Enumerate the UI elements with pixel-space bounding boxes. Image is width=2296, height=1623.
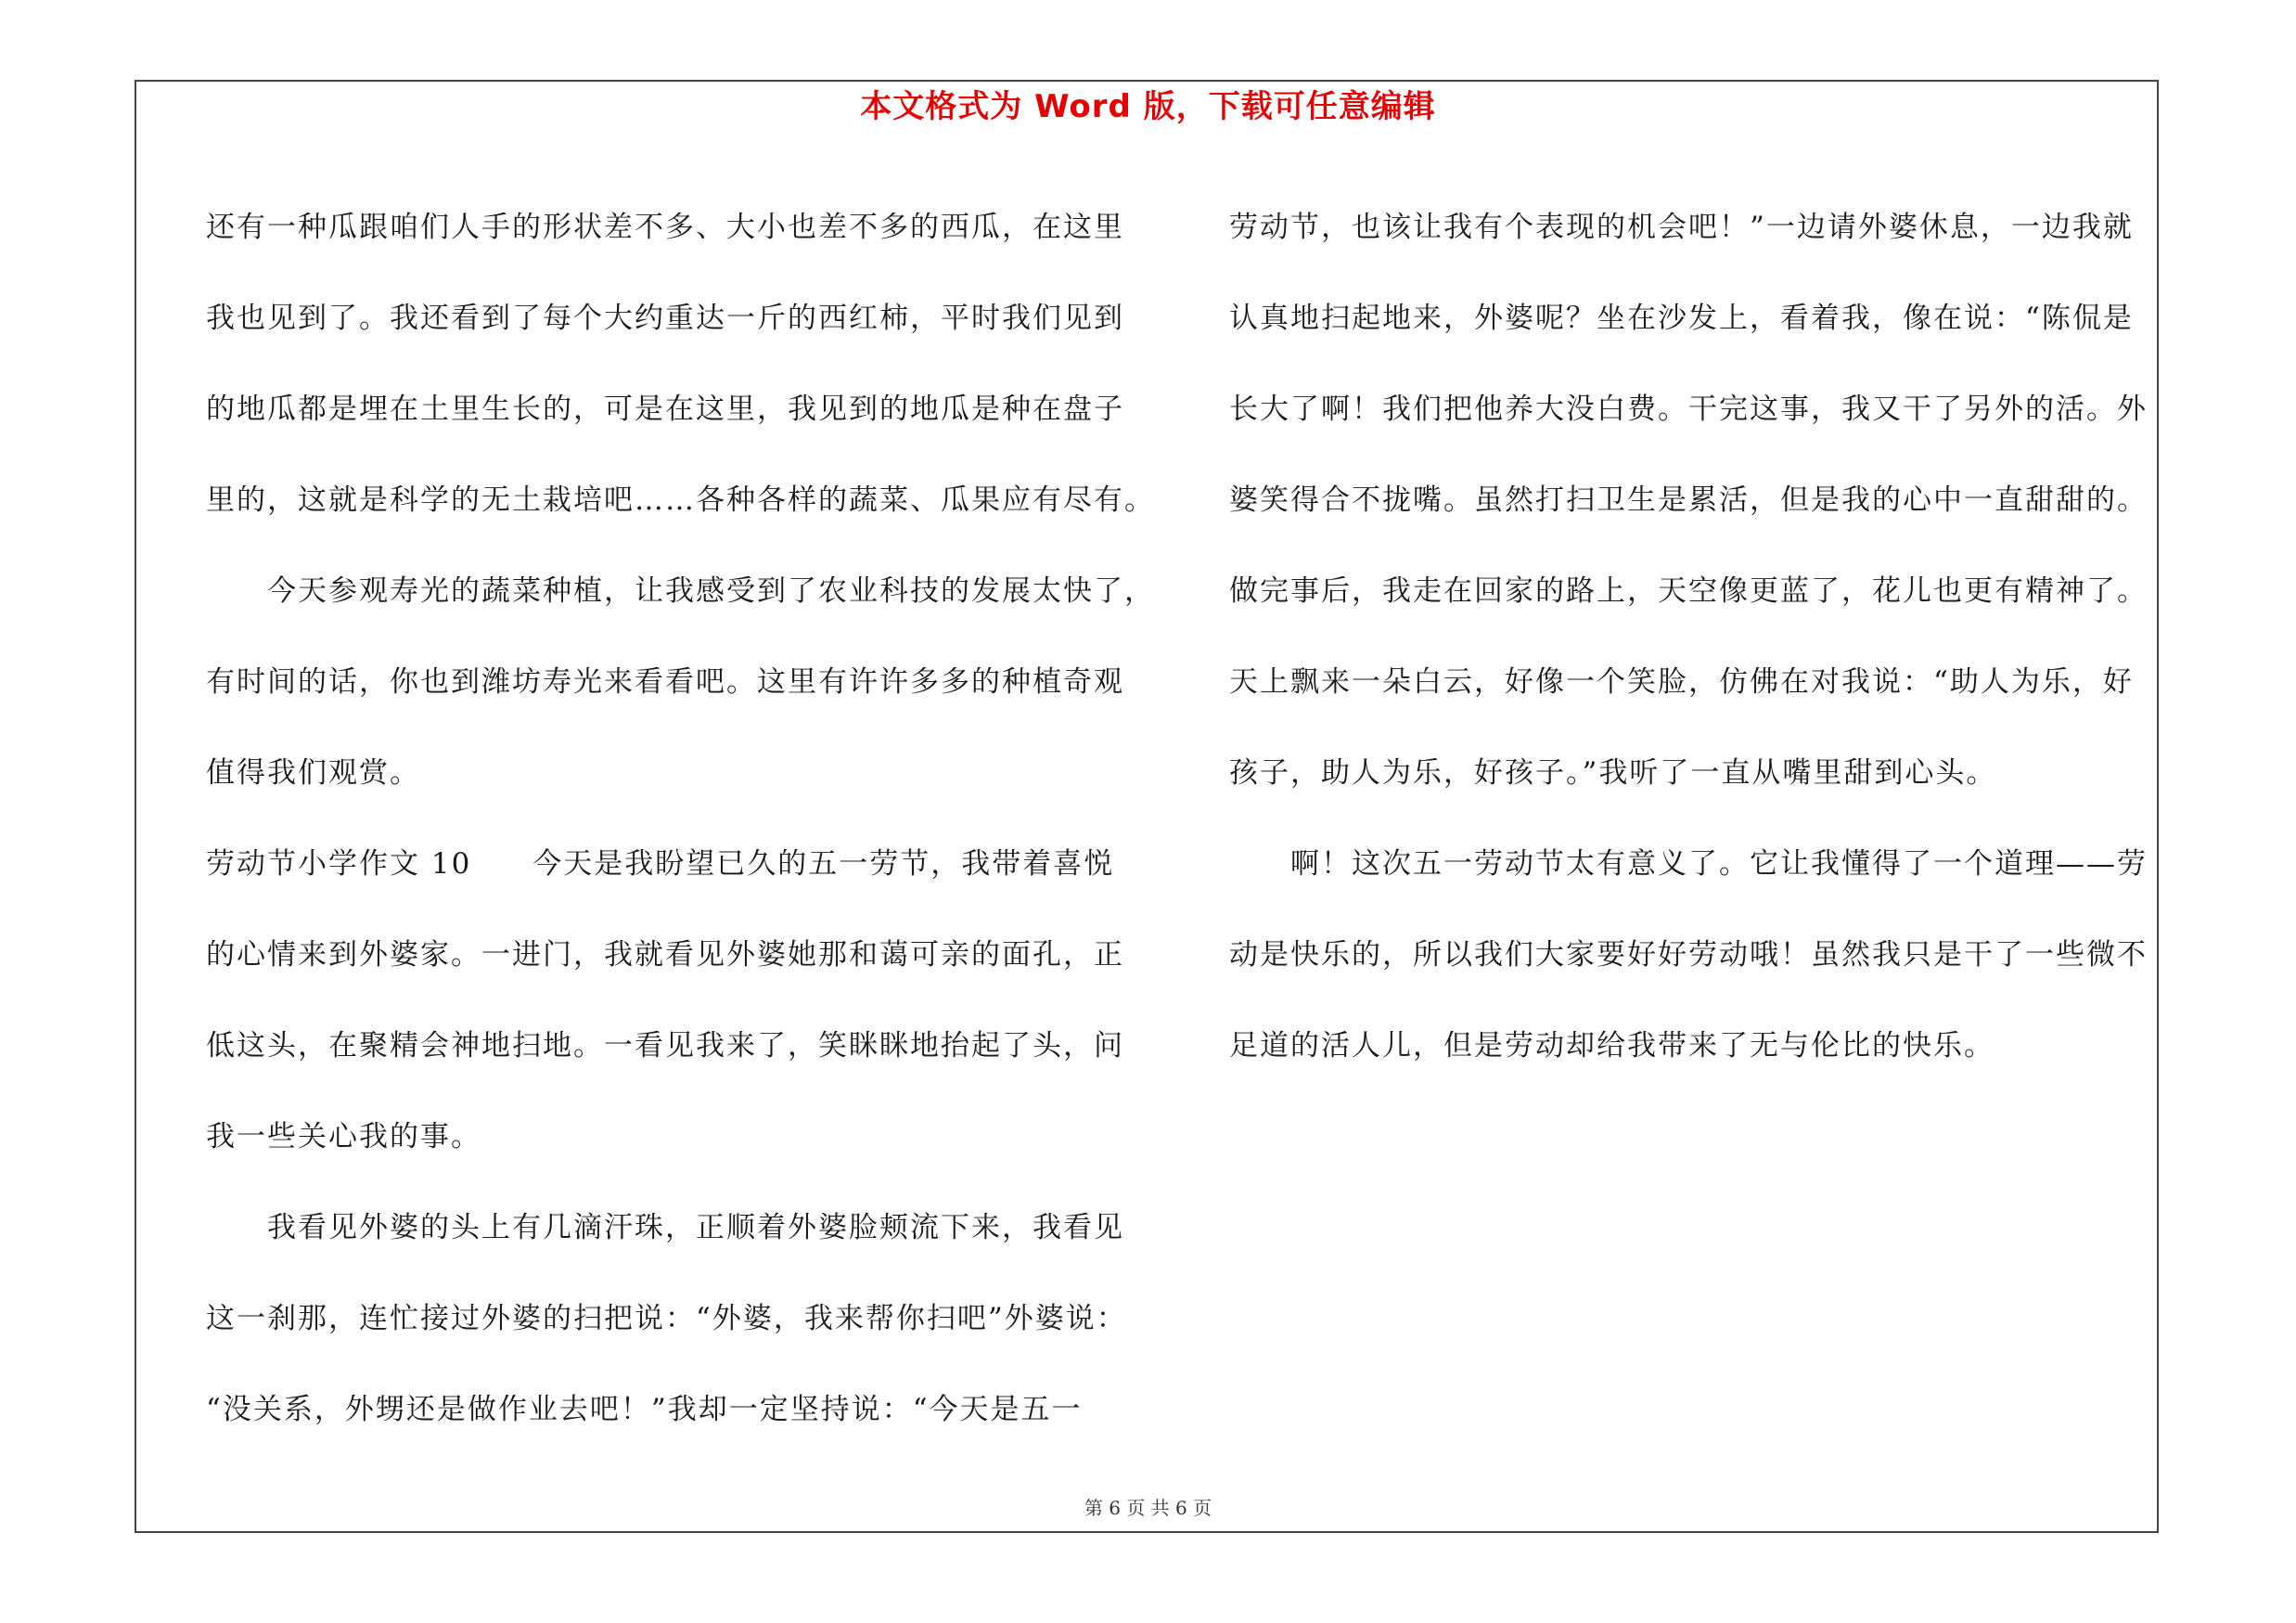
- text-line: 这一刹那，连忙接过外婆的扫把说：“外婆，我来帮你扫吧”外婆说：: [206, 1302, 1127, 1335]
- text-line: 我一些关心我的事。: [206, 1120, 481, 1153]
- text-line: 还有一种瓜跟咱们人手的形状差不多、大小也差不多的西瓜，在这里: [206, 211, 1124, 244]
- text-line: 值得我们观赏。: [206, 756, 420, 790]
- text-line: 认真地扫起地来，外婆呢？坐在沙发上，看着我，像在说：“陈侃是: [1229, 302, 2134, 335]
- text-line: 今天参观寿光的蔬菜种植，让我感受到了农业科技的发展太快了，: [206, 574, 1155, 608]
- text-line: 天上飘来一朵白云，好像一个笑脸，仿佛在对我说：“助人为乐，好: [1229, 665, 2134, 699]
- text-line: 的心情来到外婆家。一进门，我就看见外婆她那和蔼可亲的面孔，正: [206, 938, 1124, 972]
- right-text-column: [1229, 182, 2161, 1091]
- text-line: 足道的活人儿，但是劳动却给我带来了无与伦比的快乐。: [1229, 1029, 1995, 1063]
- text-line: 里的，这就是科学的无土栽培吧……各种各样的蔬菜、瓜果应有尽有。: [206, 483, 1155, 517]
- text-line: 做完事后，我走在回家的路上，天空像更蓝了，花儿也更有精神了。: [1229, 574, 2148, 608]
- text-line: “没关系，外甥还是做作业去吧！”我却一定坚持说：“今天是五一: [206, 1393, 1083, 1426]
- text-line: 孩子，助人为乐，好孩子。”我听了一直从嘴里甜到心头。: [1229, 756, 1997, 790]
- text-line: 的地瓜都是埋在土里生长的，可是在这里，我见到的地瓜是种在盘子: [206, 393, 1124, 426]
- format-banner: 本文格式为 Word 版，下载可任意编辑: [860, 88, 1436, 125]
- text-line: 动是快乐的，所以我们大家要好好劳动哦！虽然我只是干了一些微不: [1229, 938, 2148, 972]
- text-line: 有时间的话，你也到潍坊寿光来看看吧。这里有许许多多的种植奇观: [206, 665, 1124, 699]
- left-text-column: [206, 182, 1155, 1455]
- text-line: 我看见外婆的头上有几滴汗珠，正顺着外婆脸颊流下来，我看见: [206, 1211, 1124, 1244]
- essay-heading-line: 劳动节小学作文 10 今天是我盼望已久的五一劳节，我带着喜悦: [206, 847, 1115, 881]
- page-number: 第 6 页 共 6 页: [1084, 1497, 1212, 1519]
- text-line: 婆笑得合不拢嘴。虽然打扫卫生是累活，但是我的心中一直甜甜的。: [1229, 483, 2148, 517]
- text-line: 低这头，在聚精会神地扫地。一看见我来了，笑眯眯地抬起了头，问: [206, 1029, 1124, 1063]
- text-line: 劳动节，也该让我有个表现的机会吧！”一边请外婆休息，一边我就: [1229, 211, 2134, 244]
- text-line: 啊！这次五一劳动节太有意义了。它让我懂得了一个道理——劳: [1229, 847, 2148, 881]
- text-line: 我也见到了。我还看到了每个大约重达一斤的西红柿，平时我们见到: [206, 302, 1124, 335]
- text-line: 长大了啊！我们把他养大没白费。干完这事，我又干了另外的活。外: [1229, 393, 2148, 426]
